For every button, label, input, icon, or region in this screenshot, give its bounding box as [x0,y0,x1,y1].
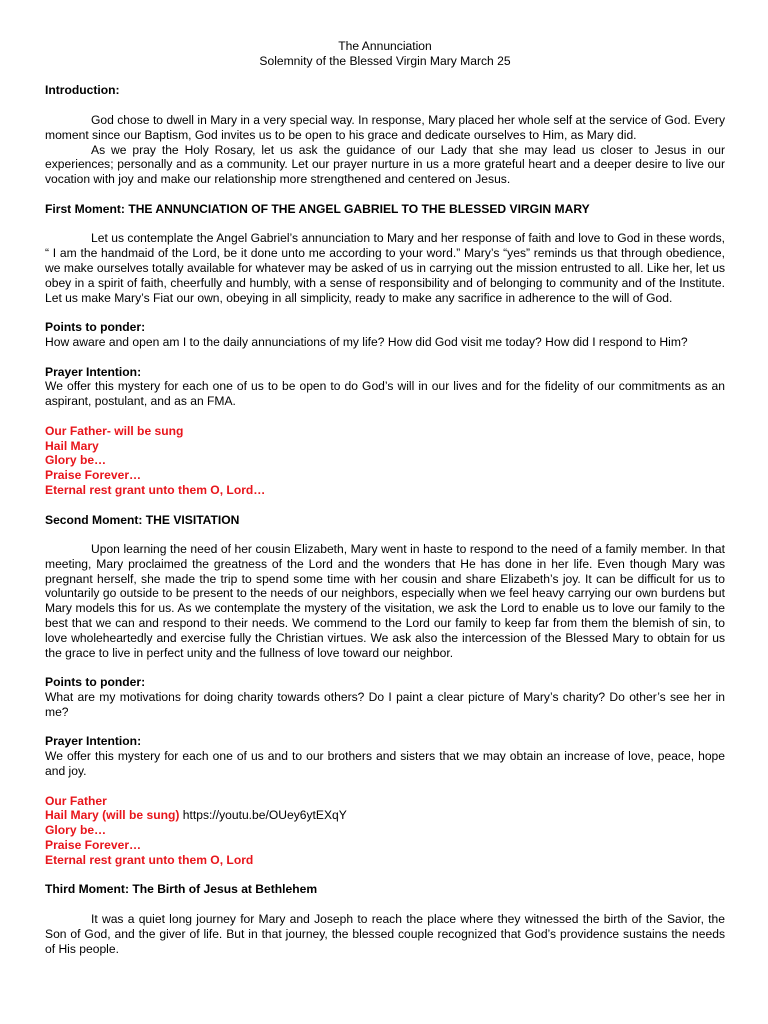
second-moment-heading-title: THE VISITATION [145,512,240,527]
second-moment-prayer-praise-forever: Praise Forever… [45,838,142,853]
second-moment-heading [45,513,725,528]
first-moment-prayer-eternal-rest: Eternal rest grant unto them O, Lord… [45,482,266,497]
first-moment-prayer-our-father: Our Father- will be sung [45,423,184,438]
first-moment-heading-title: THE ANNUNCIATION OF THE ANGEL GABRIEL TO THE BLESSED VIRGIN MARY [128,201,590,216]
second-moment-prayer-our-father: Our Father [45,793,107,808]
introduction-paragraph-1: God chose to dwell in Mary in a very special way. In response, Mary placed her whole self at the service of God. Every moment since our Baptism, God invites us to be open to his grace and dedicate ourselves to Him, as Mary did. [45,112,725,142]
second-moment-prayer-eternal-rest: Eternal rest grant unto them O, Lord [45,852,254,867]
first-moment-intention-text: We offer this mystery for each one of us to be open to do God’s will in our lives and for the fidelity of our commitments as an aspirant, postulant, and as an FMA. [45,379,725,409]
third-moment-heading: Third Moment: The Birth of Jesus at Bethlehem [45,882,318,897]
first-moment-intention-heading: Prayer Intention: [45,364,142,379]
first-moment-prayer-hail-mary: Hail Mary [45,438,99,453]
second-moment-ponder-heading: Points to ponder: [45,675,146,690]
second-moment-intention-text: We offer this mystery for each one of us and to our brothers and sisters that we may obtain an increase of love, peace, hope and joy. [45,749,725,779]
second-moment-ponder-text: What are my motivations for doing charity towards others? Do I paint a clear picture of Mary’s charity? Do other’s see her in me? [45,690,725,719]
hail-mary-youtube-link[interactable]: https://youtu.be/OUey6ytEXqY [182,808,347,823]
second-moment-prayer-glory-be: Glory be… [45,823,107,838]
introduction-heading: Introduction: [45,83,120,98]
introduction-paragraph-2: As we pray the Holy Rosary, let us ask the guidance of our Lady that she may lead us closer to Jesus in our experiences; personally and as a community. Let our prayer nurture in us a more grateful heart and a deeper desire to live our vocation with joy and make our relationship more strengthened and centered on Jesus. [45,142,725,187]
first-moment-heading [45,202,725,217]
second-moment-heading-prefix: Second Moment: [45,512,146,527]
first-moment-ponder-heading: Points to ponder: [45,320,146,335]
second-moment-prayer-hail-mary-row [45,808,725,823]
second-moment-body: Upon learning the need of her cousin Elizabeth, Mary went in haste to respond to the need of a family member. In that meeting, Mary proclaimed the greatness of the Lord and the wonders that He has done in her life. Even though Mary was pregnant herself, she made the trip to spend some time with her cousin and share Elizabeth’s joy. It can be difficult for us to voluntarily go outside to be present to the needs of our neighbors, especially when we feel heavy carrying our own burdens but Mary models this for us. As we contemplate the mystery of the visitation, we ask the Lord to enable us to love our family to the best that we can and respond to their needs. We commend to the Lord our family to keep far from them the blemish of sin, to love wholeheartedly and exercise fully the Christian virtues. We ask also the intercession of the Blessed Mary to obtain for us the grace to live in perfect unity and the fullness of love toward our neighbor. [45,542,725,660]
second-moment-intention-heading: Prayer Intention: [45,734,142,749]
first-moment-prayer-praise-forever: Praise Forever… [45,468,142,483]
first-moment-ponder-text: How aware and open am I to the daily annunciations of my life? How did God visit me today? How did I respond to Him? [45,334,688,349]
first-moment-heading-prefix: First Moment: [45,201,129,216]
document-title: The Annunciation [338,39,432,53]
document-body [45,39,725,956]
first-moment-prayer-glory-be: Glory be… [45,453,107,468]
second-moment-prayer-hail-mary: Hail Mary (will be sung) [45,808,180,823]
first-moment-body: Let us contemplate the Angel Gabriel’s annunciation to Mary and her response of faith and love to God in these words, “ I am the handmaid of the Lord, be it done unto me according to your word.” Mary’s “yes” reminds us that through obedience, we make ourselves totally available for whatever may be asked of us in carrying out the mission entrusted to all. Like her, let us obey in a spirit of faith, cheerfully and humbly, with a sense of responsibility and of belonging to community and of the Institute. Let us make Mary’s Fiat our own, obeying in all simplicity, ready to make any sacrifice in adherence to the will of God. [45,231,725,305]
third-moment-body: It was a quiet long journey for Mary and Joseph to reach the place where they witnessed the birth of the Savior, the Son of God, and the giver of life. But in that journey, the blessed couple recognized that God’s providence sustains the needs of His people. [45,912,725,956]
document-subtitle: Solemnity of the Blessed Virgin Mary March 25 [259,53,511,68]
